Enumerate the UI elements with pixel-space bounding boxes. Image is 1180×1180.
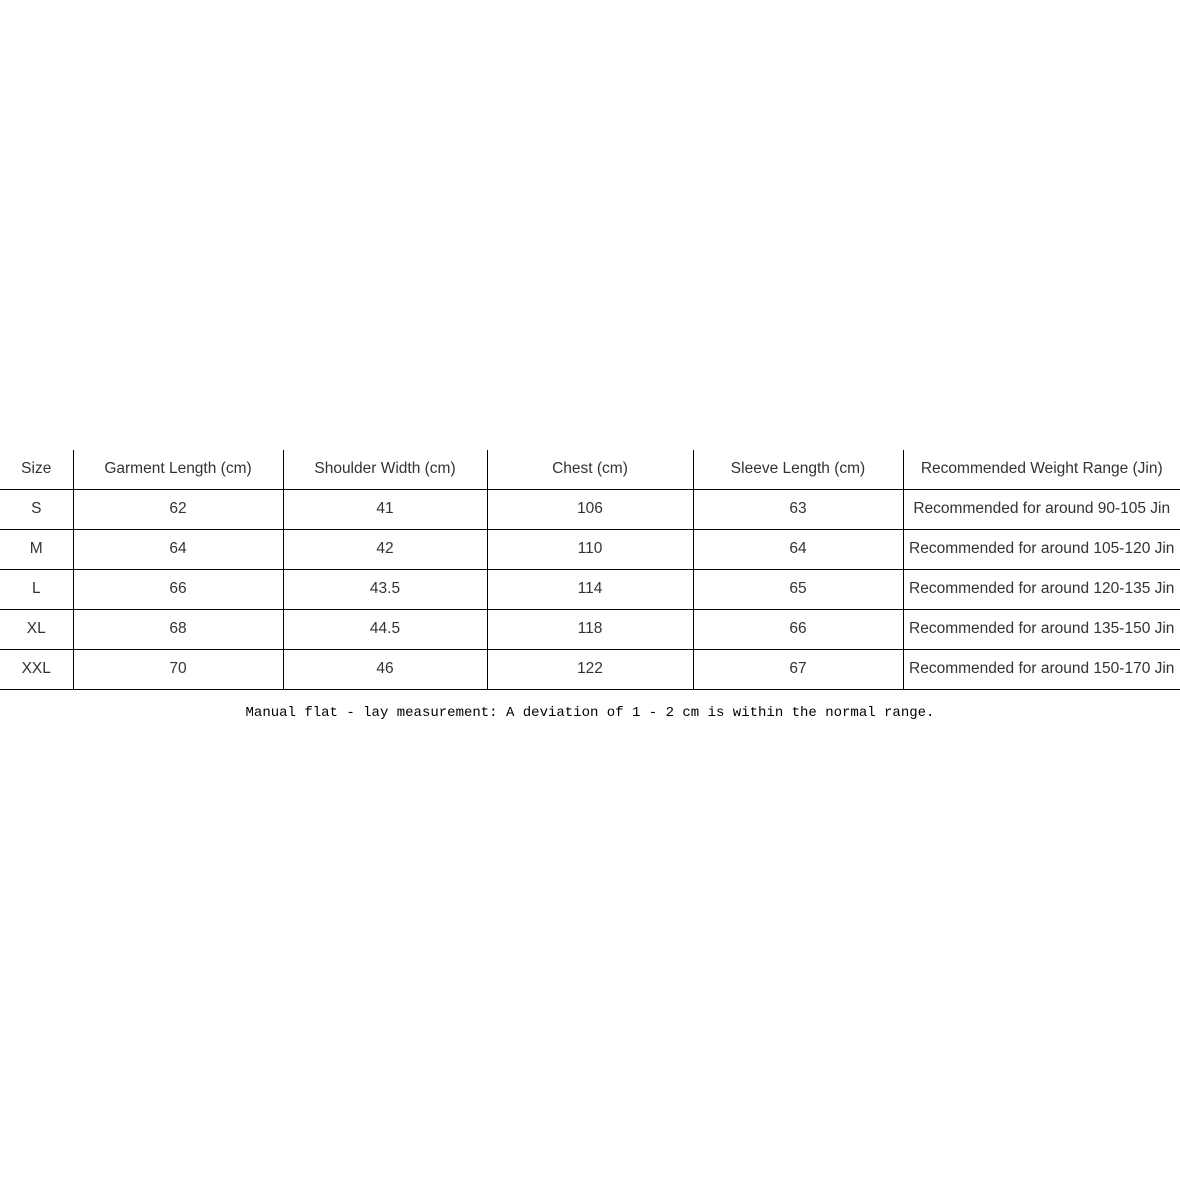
table-row-l: [0, 569, 1180, 609]
table-cell: 68: [73, 609, 283, 649]
table-cell: Recommended for around 90-105 Jin: [903, 489, 1180, 529]
table-cell: 43.5: [283, 569, 487, 609]
table-cell: 62: [73, 489, 283, 529]
table-cell: XL: [0, 609, 73, 649]
measurement-note: Manual flat - lay measurement: A deviation of 1 - 2 cm is within the normal range.: [245, 705, 935, 721]
column-header-5: Recommended Weight Range (Jin): [903, 450, 1180, 489]
column-header-4: Sleeve Length (cm): [693, 450, 903, 489]
table-cell: 70: [73, 649, 283, 689]
table-cell: Recommended for around 120-135 Jin: [903, 569, 1180, 609]
table-cell: 114: [487, 569, 693, 609]
column-header-2: Shoulder Width (cm): [283, 450, 487, 489]
table-cell: 67: [693, 649, 903, 689]
table-body: [0, 489, 1180, 689]
table-cell: M: [0, 529, 73, 569]
table-cell: 41: [283, 489, 487, 529]
table-cell: Recommended for around 105-120 Jin: [903, 529, 1180, 569]
table-cell: 122: [487, 649, 693, 689]
table-cell: 65: [693, 569, 903, 609]
table-row-xxl: [0, 649, 1180, 689]
table-cell: 42: [283, 529, 487, 569]
table-cell: S: [0, 489, 73, 529]
table-cell: Recommended for around 135-150 Jin: [903, 609, 1180, 649]
table-cell: 110: [487, 529, 693, 569]
column-header-0: Size: [0, 450, 73, 489]
table-cell: 46: [283, 649, 487, 689]
table-cell: L: [0, 569, 73, 609]
table-cell: Recommended for around 150-170 Jin: [903, 649, 1180, 689]
table-cell: 63: [693, 489, 903, 529]
size-chart-table: [0, 450, 1180, 690]
table-cell: 106: [487, 489, 693, 529]
table-cell: 118: [487, 609, 693, 649]
column-header-3: Chest (cm): [487, 450, 693, 489]
table-row-xl: [0, 609, 1180, 649]
table-cell: 66: [693, 609, 903, 649]
table-cell: XXL: [0, 649, 73, 689]
table-header-row: [0, 450, 1180, 489]
column-header-1: Garment Length (cm): [73, 450, 283, 489]
table-cell: 44.5: [283, 609, 487, 649]
table-row-s: [0, 489, 1180, 529]
table-cell: 66: [73, 569, 283, 609]
table-cell: 64: [73, 529, 283, 569]
table-row-m: [0, 529, 1180, 569]
table-cell: 64: [693, 529, 903, 569]
